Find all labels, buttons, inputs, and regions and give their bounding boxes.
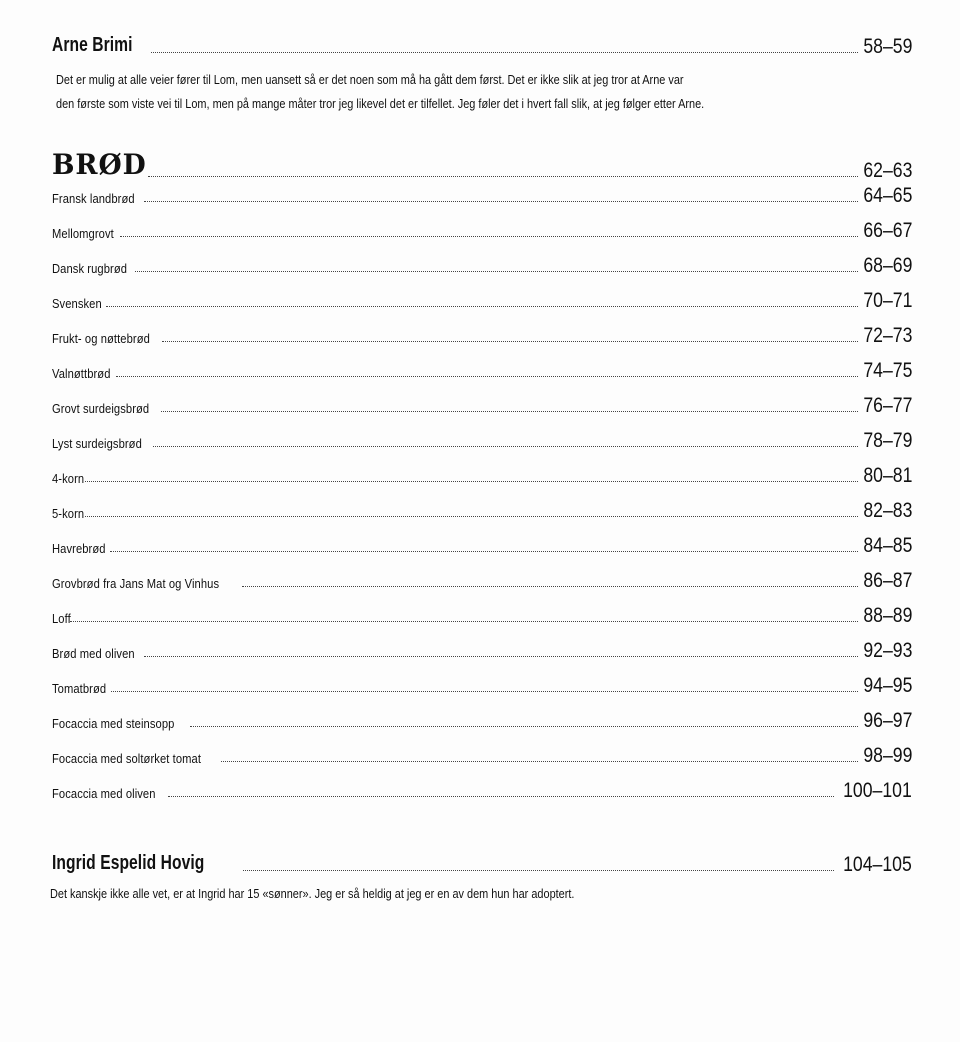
entry-label: Focaccia med oliven xyxy=(52,786,156,801)
page-range: 80–81 xyxy=(862,464,912,487)
entry-label: Tomatbrød xyxy=(52,681,107,696)
entry-label: Dansk rugbrød xyxy=(52,261,128,276)
page-range: 62–63 xyxy=(862,159,912,182)
page-range: 68–69 xyxy=(862,254,912,277)
dot-leader xyxy=(161,410,858,412)
toc-entry xyxy=(52,640,912,661)
entry-label: Havrebrød xyxy=(52,541,106,556)
toc-entry-ingrid-espelid-hovig xyxy=(52,852,912,875)
toc-entry xyxy=(52,290,912,311)
toc-entry xyxy=(52,325,912,346)
dot-leader xyxy=(144,200,857,202)
dot-leader xyxy=(106,305,858,307)
toc-entry xyxy=(52,745,912,766)
page-range: 92–93 xyxy=(862,639,912,662)
dot-leader xyxy=(70,620,858,622)
entry-label: Svensken xyxy=(52,296,102,311)
page-range: 70–71 xyxy=(862,289,912,312)
entry-label: Mellomgrovt xyxy=(52,226,114,241)
dot-leader xyxy=(221,760,857,762)
page-range: 86–87 xyxy=(862,569,912,592)
toc-entry xyxy=(52,710,912,731)
toc-entry xyxy=(52,570,912,591)
entry-label: Fransk landbrød xyxy=(52,191,135,206)
entry-label: Brød med oliven xyxy=(52,646,135,661)
page-range: 84–85 xyxy=(862,534,912,557)
entry-label: Loff xyxy=(52,611,71,626)
dot-leader xyxy=(168,795,834,797)
dot-leader xyxy=(242,585,857,587)
toc-entry xyxy=(52,185,912,206)
dot-leader xyxy=(243,869,834,871)
entry-label: Valnøttbrød xyxy=(52,366,111,381)
person-description-line: Det er mulig at alle veier fører til Lom, men uansett så er det noen som må ha gått dem først. Det er ikke slik at jeg tror at Arne var xyxy=(56,72,684,87)
dot-leader xyxy=(120,235,858,237)
toc-entry xyxy=(52,535,912,556)
dot-leader xyxy=(151,51,857,53)
person-name: Arne Brimi xyxy=(52,34,133,56)
page-range: 74–75 xyxy=(862,359,912,382)
toc-entry xyxy=(52,255,912,276)
entry-label: 5-korn xyxy=(52,506,85,521)
entry-label: Lyst surdeigsbrød xyxy=(52,436,142,451)
toc-entry xyxy=(52,430,912,451)
page-range: 66–67 xyxy=(862,219,912,242)
entry-label: Focaccia med soltørket tomat xyxy=(52,751,202,766)
dot-leader xyxy=(110,550,857,552)
page-range: 104–105 xyxy=(843,853,912,876)
page-range: 94–95 xyxy=(862,674,912,697)
entry-label: Frukt- og nøttebrød xyxy=(52,331,150,346)
dot-leader xyxy=(85,515,857,517)
page-range: 88–89 xyxy=(862,604,912,627)
entry-label: Grovbrød fra Jans Mat og Vinhus xyxy=(52,576,220,591)
page-range: 72–73 xyxy=(862,324,912,347)
dot-leader xyxy=(116,375,858,377)
toc-entry xyxy=(52,220,912,241)
toc-entry xyxy=(52,780,912,801)
person-description-line: den første som viste vei til Lom, men på mange måter tror jeg likevel det er tilfellet. Jeg føler det i hvert fall slik, at jeg følger etter Arne. xyxy=(56,96,705,111)
toc-entry xyxy=(52,360,912,381)
page-range: 76–77 xyxy=(862,394,912,417)
dot-leader xyxy=(162,340,858,342)
page-range: 100–101 xyxy=(843,779,912,802)
entry-label: 4-korn xyxy=(52,471,85,486)
toc-entry xyxy=(52,395,912,416)
toc-entry xyxy=(52,500,912,521)
person-description-line: Det kanskje ikke alle vet, er at Ingrid har 15 «sønner». Jeg er så heldig at jeg er en av dem hun har adoptert. xyxy=(50,886,575,901)
section-heading-brod xyxy=(52,148,912,181)
toc-entry-arne-brimi xyxy=(52,34,912,57)
dot-leader xyxy=(144,655,857,657)
dot-leader xyxy=(148,175,858,177)
person-name: Ingrid Espelid Hovig xyxy=(52,852,205,874)
dot-leader xyxy=(111,690,858,692)
page-range: 96–97 xyxy=(862,709,912,732)
entry-label: Focaccia med steinsopp xyxy=(52,716,175,731)
page-range: 78–79 xyxy=(862,429,912,452)
dot-leader xyxy=(190,725,857,727)
toc-entry xyxy=(52,675,912,696)
page-range: 64–65 xyxy=(862,184,912,207)
dot-leader xyxy=(85,480,857,482)
dot-leader xyxy=(153,445,858,447)
page-range: 58–59 xyxy=(862,35,912,58)
page-range: 98–99 xyxy=(862,744,912,767)
entry-label: Grovt surdeigsbrød xyxy=(52,401,150,416)
toc-entry xyxy=(52,465,912,486)
dot-leader xyxy=(135,270,857,272)
toc-entry xyxy=(52,605,912,626)
section-title: BRØD xyxy=(52,148,147,181)
page-range: 82–83 xyxy=(862,499,912,522)
